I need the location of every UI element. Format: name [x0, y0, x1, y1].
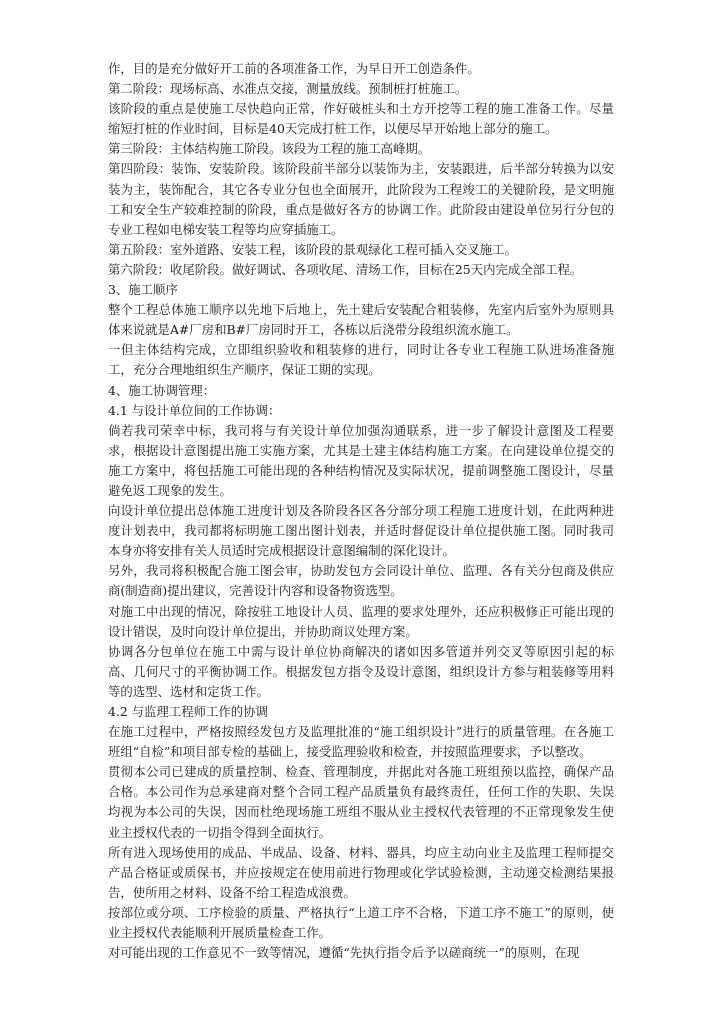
document-page — [108, 59, 614, 963]
paragraph-stage-five: 第五阶段：室外道路、安装工程，该阶段的景观绿化工程可插入交叉施工。 — [108, 241, 517, 257]
paragraph-overall-sequence: 整个工程总体施工顺序以先地下后地上，先土建后安装配合粗装修，先室内后室外为原则具体来说就是A#厂房和B#厂房同时开工，各栋以后浇带分段组织流水施工。 — [108, 302, 614, 338]
paragraph-schedule-submission: 向设计单位提出总体施工进度计划及各阶段各区各分部分项工程施工进度计划，在此两种进度计划表中，我司都将标明施工图出图计划表，并适时督促设计单位提供施工图。同时我司本身亦将安排有关人员适时完成根据设计意图编制的深化设计。 — [108, 503, 614, 559]
paragraph-subcontractor-coordination: 协调各分包单位在施工中需与设计单位协商解决的诸如因多管道并列交叉等原因引起的标高、几何尺寸的平衡协调工作。根据发包方指令及设计意图，组织设计方参与粗装修等用料等的选型、选材和定货工作。 — [108, 643, 614, 699]
paragraph-drawing-review: 另外，我司将积极配合施工图会审，协助发包方会同设计单位、监理、各有关分包商及供应商(制造商)提出建议，完善设计内容和设备物资选型。 — [108, 563, 614, 599]
paragraph-stage-three: 第三阶段：主体结构施工阶段。该段为工程的施工高峰期。 — [108, 141, 431, 157]
paragraph-design-errors: 对施工中出现的情况，除按驻工地设计人员、监理的要求处理外，还应积极修正可能出现的设计错误，及时向设计单位提出，并协助商议处理方案。 — [108, 603, 614, 639]
section-heading-construction-sequence: 3、施工顺序 — [108, 282, 178, 298]
paragraph-stage-four: 第四阶段：装饰、安装阶段。该阶段前半部分以装饰为主，安装跟进，后半部分转换为以安装为主，装饰配合，其它各专业分包也全面展开，此阶段为工程竣工的关键阶段，是文明施工和安全生产较难控制的阶段，重点是做好各方的协调工作。此阶段由建设单位另行分包的专业工程如电梯安装工程等均应穿插施工。 — [108, 161, 614, 237]
paragraph-design-communication: 倘若我司荣幸中标，我司将与有关设计单位加强沟通联系，进一步了解设计意图及工程要求，根据设计意图提出施工实施方案，尤其是土建主体结构施工方案。在向建设单位提交的施工方案中，将包括施工可能出现的各种结构情况及实际状况，提前调整施工图设计，尽量避免返工现象的发生。 — [108, 422, 614, 498]
subsection-heading-design-coordination: 4.1 与设计单位间的工作协调： — [108, 402, 281, 418]
paragraph-quality-management: 在施工过程中，严格按照经发包方及监理批准的“施工组织设计”进行的质量管理。在各施工班组“自检”和项目部专检的基础上，接受监理验收和检查，并按照监理要求，予以整改。 — [108, 724, 614, 760]
paragraph-disagreement-handling: 对可能出现的工作意见不一致等情况，遵循“先执行指令后予以磋商统一”的原则，在现 — [108, 945, 580, 961]
paragraph-stage-two: 第二阶段：现场标高、水准点交接，测量放线。预制桩打桩施工。 — [108, 81, 468, 97]
paragraph-stage-six: 第六阶段：收尾阶段。做好调试、各项收尾、清场工作，目标在25天内完成全部工程。 — [108, 261, 583, 277]
paragraph-prep-purpose: 作，目的是充分做好开工前的各项准备工作，为早日开工创造条件。 — [108, 61, 480, 76]
subsection-heading-supervisor-coordination: 4.2 与监理工程师工作的协调 — [108, 704, 268, 719]
paragraph-after-main-structure: 一但主体结构完成，立即组织验收和粗装修的进行，同时让各专业工程施工队进场准备施工，充分合理地组织生产顺序，保证工期的实现。 — [108, 342, 614, 378]
paragraph-quality-control-system: 贯彻本公司已建成的质量控制、检查、管理制度，并据此对各施工班组预以监控，确保产品合格。本公司作为总承建商对整个合同工程产品质量负有最终责任，任何工作的失职、失误均视为本公司的失误，因而杜绝现场施工班组不服从业主授权代表管理的不正常现象发生使业主授权代表的一切指令得到全面执行。 — [108, 764, 614, 840]
section-heading-coordination: 4、施工协调管理： — [108, 382, 216, 398]
paragraph-material-certification: 所有进入现场使用的成品、半成品、设备、材料、器具，均应主动向业主及监理工程师提交产品合格证或质保书，并应按规定在使用前进行物理或化学试验检测，主动递交检测结果报告，使所用之材料、设备不给工程造成浪费。 — [108, 844, 614, 900]
paragraph-process-inspection: 按部位或分项、工序检验的质量、严格执行“上道工序不合格，下道工序不施工”的原则，使业主授权代表能顺利开展质量检查工作。 — [108, 904, 614, 941]
paragraph-stage-two-detail: 该阶段的重点是使施工尽快趋向正常，作好破桩头和土方开挖等工程的施工准备工作。尽量缩短打桩的作业时间，目标是40天完成打桩工作，以便尽早开始地上部分的施工。 — [108, 101, 614, 137]
